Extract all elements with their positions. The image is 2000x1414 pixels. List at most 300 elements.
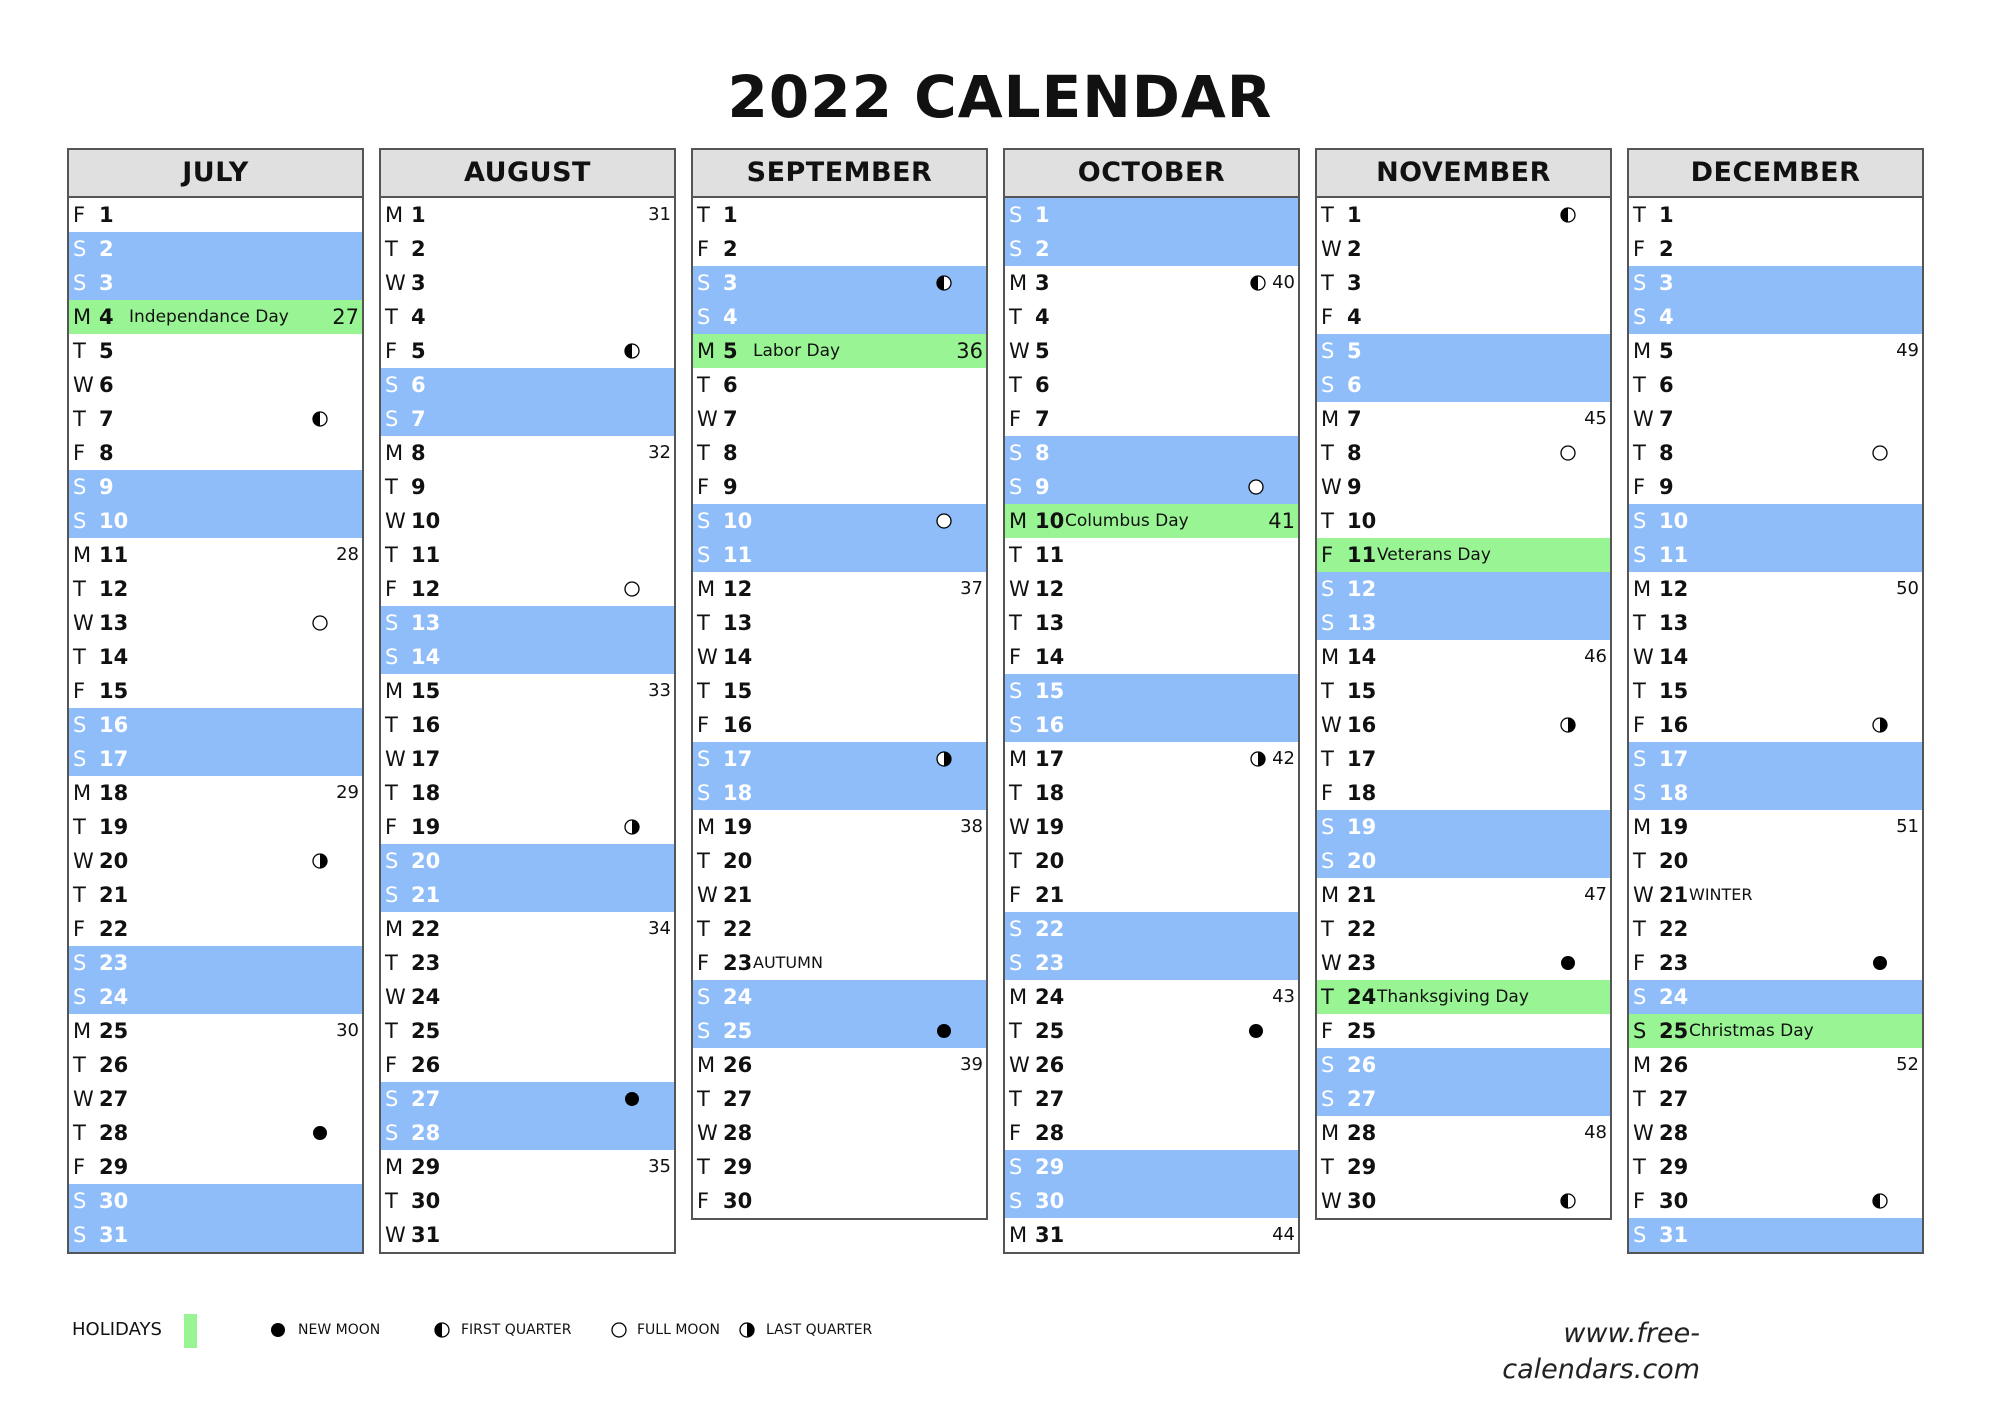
holiday-name: Labor Day: [753, 341, 841, 361]
weekday-letter: F: [385, 339, 398, 363]
day-number: 15: [723, 679, 753, 703]
weekday-letter: T: [385, 237, 398, 261]
day-row: [1005, 1082, 1298, 1116]
weekday-letter: W: [1009, 815, 1030, 839]
day-row: [1005, 1048, 1298, 1082]
day-row: [381, 470, 674, 504]
day-row: [69, 708, 362, 742]
day-number: 1: [1347, 203, 1362, 227]
weekday-letter: T: [1633, 203, 1646, 227]
day-row: [1629, 300, 1922, 334]
day-number: 3: [1347, 271, 1362, 295]
day-number: 5: [1659, 339, 1674, 363]
day-row: [69, 266, 362, 300]
day-row: [1629, 334, 1922, 368]
day-row: [693, 436, 986, 470]
day-row: [693, 980, 986, 1014]
weekday-letter: W: [697, 407, 718, 431]
first-quarter-icon: [1872, 1193, 1888, 1209]
day-number: 19: [1659, 815, 1689, 839]
day-row: [1629, 402, 1922, 436]
day-number: 17: [1659, 747, 1689, 771]
website-link[interactable]: www.free-calendars.com: [1502, 1318, 1700, 1385]
day-number: 22: [723, 917, 753, 941]
weekday-letter: S: [1633, 271, 1647, 295]
week-number: 29: [336, 782, 359, 803]
weekday-letter: S: [1009, 237, 1023, 261]
weekday-letter: S: [73, 747, 87, 771]
weekday-letter: T: [1633, 917, 1646, 941]
weekday-letter: M: [385, 917, 404, 941]
full-moon-icon: [1872, 445, 1888, 461]
day-number: 3: [1659, 271, 1674, 295]
day-number: 23: [411, 951, 441, 975]
weekday-letter: S: [1321, 339, 1335, 363]
weekday-letter: T: [697, 373, 710, 397]
weekday-letter: S: [1321, 849, 1335, 873]
day-row: [381, 436, 674, 470]
weekday-letter: S: [1009, 917, 1023, 941]
day-row: [693, 538, 986, 572]
weekday-letter: S: [1321, 1053, 1335, 1077]
weekday-letter: S: [1633, 985, 1647, 1009]
day-number: 27: [1347, 1087, 1377, 1111]
day-number: 4: [99, 305, 114, 329]
holiday-name: Christmas Day: [1689, 1021, 1814, 1041]
day-number: 30: [1035, 1189, 1065, 1213]
full-moon-icon: [624, 581, 640, 597]
weekday-letter: W: [1009, 339, 1030, 363]
weekday-letter: S: [1009, 679, 1023, 703]
day-number: 8: [1035, 441, 1050, 465]
first-quarter-icon: [312, 411, 328, 427]
day-number: 26: [1035, 1053, 1065, 1077]
day-row: [1317, 674, 1610, 708]
weekday-letter: W: [1633, 645, 1654, 669]
day-number: 21: [99, 883, 129, 907]
day-row: [381, 844, 674, 878]
weekday-letter: T: [1321, 1155, 1334, 1179]
weekday-letter: F: [73, 917, 86, 941]
weekday-letter: W: [1321, 951, 1342, 975]
day-number: 17: [99, 747, 129, 771]
weekday-letter: S: [1009, 713, 1023, 737]
weekday-letter: F: [1633, 1189, 1646, 1213]
day-row: [1005, 198, 1298, 232]
day-number: 22: [1659, 917, 1689, 941]
day-row: [693, 1048, 986, 1082]
weekday-letter: T: [385, 713, 398, 737]
day-row: [1005, 436, 1298, 470]
day-number: 30: [1347, 1189, 1377, 1213]
day-row: [69, 538, 362, 572]
day-number: 21: [723, 883, 753, 907]
day-row: [1629, 946, 1922, 980]
weekday-letter: T: [1633, 1087, 1646, 1111]
day-row: [69, 572, 362, 606]
day-number: 2: [1659, 237, 1674, 261]
day-number: 25: [411, 1019, 441, 1043]
day-number: 18: [1659, 781, 1689, 805]
weekday-letter: W: [73, 849, 94, 873]
weekday-letter: W: [385, 1223, 406, 1247]
weekday-letter: M: [1009, 747, 1028, 771]
day-number: 20: [411, 849, 441, 873]
day-row: [1005, 300, 1298, 334]
day-number: 3: [99, 271, 114, 295]
weekday-letter: W: [385, 271, 406, 295]
day-number: 24: [1035, 985, 1065, 1009]
day-row: [381, 1116, 674, 1150]
day-number: 10: [1035, 509, 1065, 533]
day-number: 22: [1347, 917, 1377, 941]
weekday-letter: T: [697, 917, 710, 941]
day-number: 1: [1035, 203, 1050, 227]
day-number: 30: [723, 1189, 753, 1213]
day-row: [381, 1218, 674, 1252]
day-number: 24: [1659, 985, 1689, 1009]
day-number: 19: [1347, 815, 1377, 839]
day-row: [1629, 1014, 1922, 1048]
first-quarter-icon: [1560, 1193, 1576, 1209]
day-number: 27: [723, 1087, 753, 1111]
day-number: 3: [1035, 271, 1050, 295]
day-number: 28: [99, 1121, 129, 1145]
weekday-letter: T: [385, 1189, 398, 1213]
day-number: 11: [99, 543, 129, 567]
weekday-letter: M: [385, 679, 404, 703]
month-header: AUGUST: [381, 150, 674, 198]
day-row: [1317, 504, 1610, 538]
day-number: 17: [723, 747, 753, 771]
holiday-name: Thanksgiving Day: [1377, 987, 1529, 1007]
day-number: 9: [1347, 475, 1362, 499]
day-row: [1005, 606, 1298, 640]
day-row: [1629, 1150, 1922, 1184]
weekday-letter: T: [1633, 441, 1646, 465]
weekday-letter: S: [1321, 815, 1335, 839]
day-number: 12: [1347, 577, 1377, 601]
day-row: [1629, 232, 1922, 266]
weekday-letter: F: [1321, 543, 1334, 567]
weekday-letter: S: [1009, 475, 1023, 499]
week-number: 44: [1272, 1224, 1295, 1245]
day-row: [381, 1014, 674, 1048]
last-quarter-icon: [312, 853, 328, 869]
weekday-letter: F: [1009, 1121, 1022, 1145]
weekday-letter: T: [73, 577, 86, 601]
day-row: [1005, 402, 1298, 436]
day-number: 9: [99, 475, 114, 499]
day-number: 29: [1035, 1155, 1065, 1179]
day-row: [1317, 1082, 1610, 1116]
day-number: 9: [411, 475, 426, 499]
full-moon-icon: [312, 615, 328, 631]
first-quarter-icon: [936, 275, 952, 291]
weekday-letter: T: [1321, 441, 1334, 465]
weekday-letter: M: [73, 305, 92, 329]
weekday-letter: S: [385, 849, 399, 873]
day-number: 10: [99, 509, 129, 533]
day-number: 4: [1347, 305, 1362, 329]
day-number: 24: [411, 985, 441, 1009]
day-row: [1629, 980, 1922, 1014]
weekday-letter: M: [1633, 1053, 1652, 1077]
day-row: [1317, 980, 1610, 1014]
weekday-letter: F: [73, 679, 86, 703]
week-number: 43: [1272, 986, 1295, 1007]
weekday-letter: T: [1633, 611, 1646, 635]
last-quarter-icon: [1250, 751, 1266, 767]
day-row: [1317, 708, 1610, 742]
day-number: 20: [1035, 849, 1065, 873]
day-row: [693, 606, 986, 640]
day-row: [1629, 470, 1922, 504]
weekday-letter: W: [1321, 237, 1342, 261]
day-number: 11: [1035, 543, 1065, 567]
day-row: [693, 708, 986, 742]
day-row: [1317, 1150, 1610, 1184]
weekday-letter: T: [1009, 373, 1022, 397]
weekday-letter: S: [697, 1019, 711, 1043]
day-row: [1317, 640, 1610, 674]
day-row: [693, 232, 986, 266]
weekday-letter: F: [697, 237, 710, 261]
day-row: [693, 572, 986, 606]
day-row: [1317, 844, 1610, 878]
day-number: 26: [1659, 1053, 1689, 1077]
day-row: [693, 504, 986, 538]
day-row: [693, 674, 986, 708]
month-september: [691, 148, 988, 1220]
new-moon-icon: [312, 1125, 328, 1141]
full-moon-icon: [611, 1322, 627, 1338]
day-row: [693, 878, 986, 912]
weekday-letter: S: [1009, 1155, 1023, 1179]
legend-holidays-label: HOLIDAYS: [72, 1319, 162, 1340]
day-number: 8: [1659, 441, 1674, 465]
weekday-letter: T: [697, 611, 710, 635]
last-quarter-icon: [1872, 717, 1888, 733]
month-header: OCTOBER: [1005, 150, 1298, 198]
day-row: [381, 878, 674, 912]
weekday-letter: F: [1321, 781, 1334, 805]
day-row: [693, 810, 986, 844]
day-number: 3: [723, 271, 738, 295]
day-number: 17: [1035, 747, 1065, 771]
day-row: [381, 232, 674, 266]
day-number: 25: [1035, 1019, 1065, 1043]
day-row: [69, 742, 362, 776]
day-number: 9: [1035, 475, 1050, 499]
weekday-letter: T: [385, 305, 398, 329]
day-row: [1005, 1116, 1298, 1150]
day-row: [381, 334, 674, 368]
weekday-letter: S: [697, 747, 711, 771]
day-number: 19: [723, 815, 753, 839]
weekday-letter: W: [1633, 1121, 1654, 1145]
weekday-letter: S: [1321, 611, 1335, 635]
weekday-letter: M: [1633, 577, 1652, 601]
weekday-letter: T: [1321, 917, 1334, 941]
last-quarter-icon: [1560, 717, 1576, 733]
new-moon-icon: [1560, 955, 1576, 971]
day-row: [1005, 368, 1298, 402]
day-number: 25: [723, 1019, 753, 1043]
day-number: 15: [1035, 679, 1065, 703]
weekday-letter: M: [1009, 985, 1028, 1009]
day-row: [1005, 1014, 1298, 1048]
day-number: 2: [411, 237, 426, 261]
weekday-letter: T: [1633, 1155, 1646, 1179]
day-number: 4: [411, 305, 426, 329]
day-number: 15: [411, 679, 441, 703]
day-row: [1005, 742, 1298, 776]
day-number: 18: [99, 781, 129, 805]
day-row: [1005, 1150, 1298, 1184]
day-row: [693, 1150, 986, 1184]
weekday-letter: T: [1633, 849, 1646, 873]
weekday-letter: F: [697, 713, 710, 737]
day-number: 20: [99, 849, 129, 873]
weekday-letter: S: [385, 1121, 399, 1145]
day-number: 1: [99, 203, 114, 227]
day-number: 4: [723, 305, 738, 329]
week-number: 48: [1584, 1122, 1607, 1143]
weekday-letter: T: [1321, 985, 1334, 1009]
day-number: 10: [411, 509, 441, 533]
weekday-letter: F: [385, 815, 398, 839]
day-row: [1317, 810, 1610, 844]
weekday-letter: F: [1633, 951, 1646, 975]
day-row: [1629, 810, 1922, 844]
day-number: 31: [1035, 1223, 1065, 1247]
weekday-letter: S: [1633, 747, 1647, 771]
day-number: 11: [723, 543, 753, 567]
day-number: 17: [411, 747, 441, 771]
weekday-letter: F: [1633, 237, 1646, 261]
weekday-letter: T: [385, 475, 398, 499]
holiday-name: Veterans Day: [1377, 545, 1491, 565]
day-number: 5: [99, 339, 114, 363]
weekday-letter: T: [1321, 203, 1334, 227]
week-number: 28: [336, 544, 359, 565]
day-number: 28: [723, 1121, 753, 1145]
weekday-letter: S: [1009, 203, 1023, 227]
new-moon-icon: [624, 1091, 640, 1107]
day-row: [381, 368, 674, 402]
day-row: [1005, 538, 1298, 572]
day-number: 1: [411, 203, 426, 227]
day-number: 28: [1035, 1121, 1065, 1145]
day-number: 12: [411, 577, 441, 601]
week-number: 35: [648, 1156, 671, 1177]
day-row: [381, 1150, 674, 1184]
day-number: 24: [723, 985, 753, 1009]
weekday-letter: T: [1633, 679, 1646, 703]
weekday-letter: S: [385, 645, 399, 669]
weekday-letter: M: [1321, 407, 1340, 431]
day-row: [69, 232, 362, 266]
first-quarter-icon: [1250, 275, 1266, 291]
weekday-letter: T: [1321, 509, 1334, 533]
holiday-name: Columbus Day: [1065, 511, 1189, 531]
day-number: 28: [411, 1121, 441, 1145]
day-row: [1005, 572, 1298, 606]
weekday-letter: T: [73, 339, 86, 363]
weekday-letter: M: [73, 781, 92, 805]
weekday-letter: M: [73, 1019, 92, 1043]
day-number: 12: [723, 577, 753, 601]
day-row: [69, 470, 362, 504]
week-number: 49: [1896, 340, 1919, 361]
week-number: 27: [332, 305, 359, 329]
day-number: 30: [99, 1189, 129, 1213]
day-row: [693, 198, 986, 232]
day-row: [1317, 368, 1610, 402]
weekday-letter: T: [385, 543, 398, 567]
day-number: 31: [1659, 1223, 1689, 1247]
week-number: 46: [1584, 646, 1607, 667]
day-number: 11: [1659, 543, 1689, 567]
day-number: 2: [1035, 237, 1050, 261]
day-row: [1629, 1116, 1922, 1150]
weekday-letter: S: [73, 271, 87, 295]
day-number: 8: [1347, 441, 1362, 465]
day-number: 14: [1035, 645, 1065, 669]
day-number: 30: [411, 1189, 441, 1213]
day-row: [69, 844, 362, 878]
calendar-title: 2022 CALENDAR: [727, 63, 1273, 131]
weekday-letter: S: [1633, 781, 1647, 805]
day-number: 23: [723, 951, 753, 975]
day-row: [1629, 1218, 1922, 1252]
last-quarter-icon: [936, 751, 952, 767]
day-number: 11: [411, 543, 441, 567]
day-number: 19: [1035, 815, 1065, 839]
day-number: 6: [1035, 373, 1050, 397]
day-row: [1629, 640, 1922, 674]
day-number: 29: [1659, 1155, 1689, 1179]
day-row: [693, 266, 986, 300]
weekday-letter: F: [73, 441, 86, 465]
weekday-letter: F: [385, 577, 398, 601]
day-row: [69, 1218, 362, 1252]
weekday-letter: T: [73, 645, 86, 669]
day-row: [69, 334, 362, 368]
day-row: [693, 368, 986, 402]
weekday-letter: S: [697, 271, 711, 295]
day-row: [1005, 1218, 1298, 1252]
day-number: 5: [1347, 339, 1362, 363]
weekday-letter: M: [1321, 645, 1340, 669]
day-number: 7: [1035, 407, 1050, 431]
day-number: 27: [1659, 1087, 1689, 1111]
day-number: 7: [411, 407, 426, 431]
weekday-letter: T: [697, 1087, 710, 1111]
first-quarter-icon: [434, 1322, 450, 1338]
day-number: 14: [1347, 645, 1377, 669]
weekday-letter: M: [1321, 883, 1340, 907]
day-row: [1629, 844, 1922, 878]
weekday-letter: F: [697, 475, 710, 499]
day-row: [1629, 912, 1922, 946]
weekday-letter: S: [73, 985, 87, 1009]
week-number: 45: [1584, 408, 1607, 429]
day-number: 6: [723, 373, 738, 397]
weekday-letter: M: [1009, 1223, 1028, 1247]
day-number: 9: [1659, 475, 1674, 499]
